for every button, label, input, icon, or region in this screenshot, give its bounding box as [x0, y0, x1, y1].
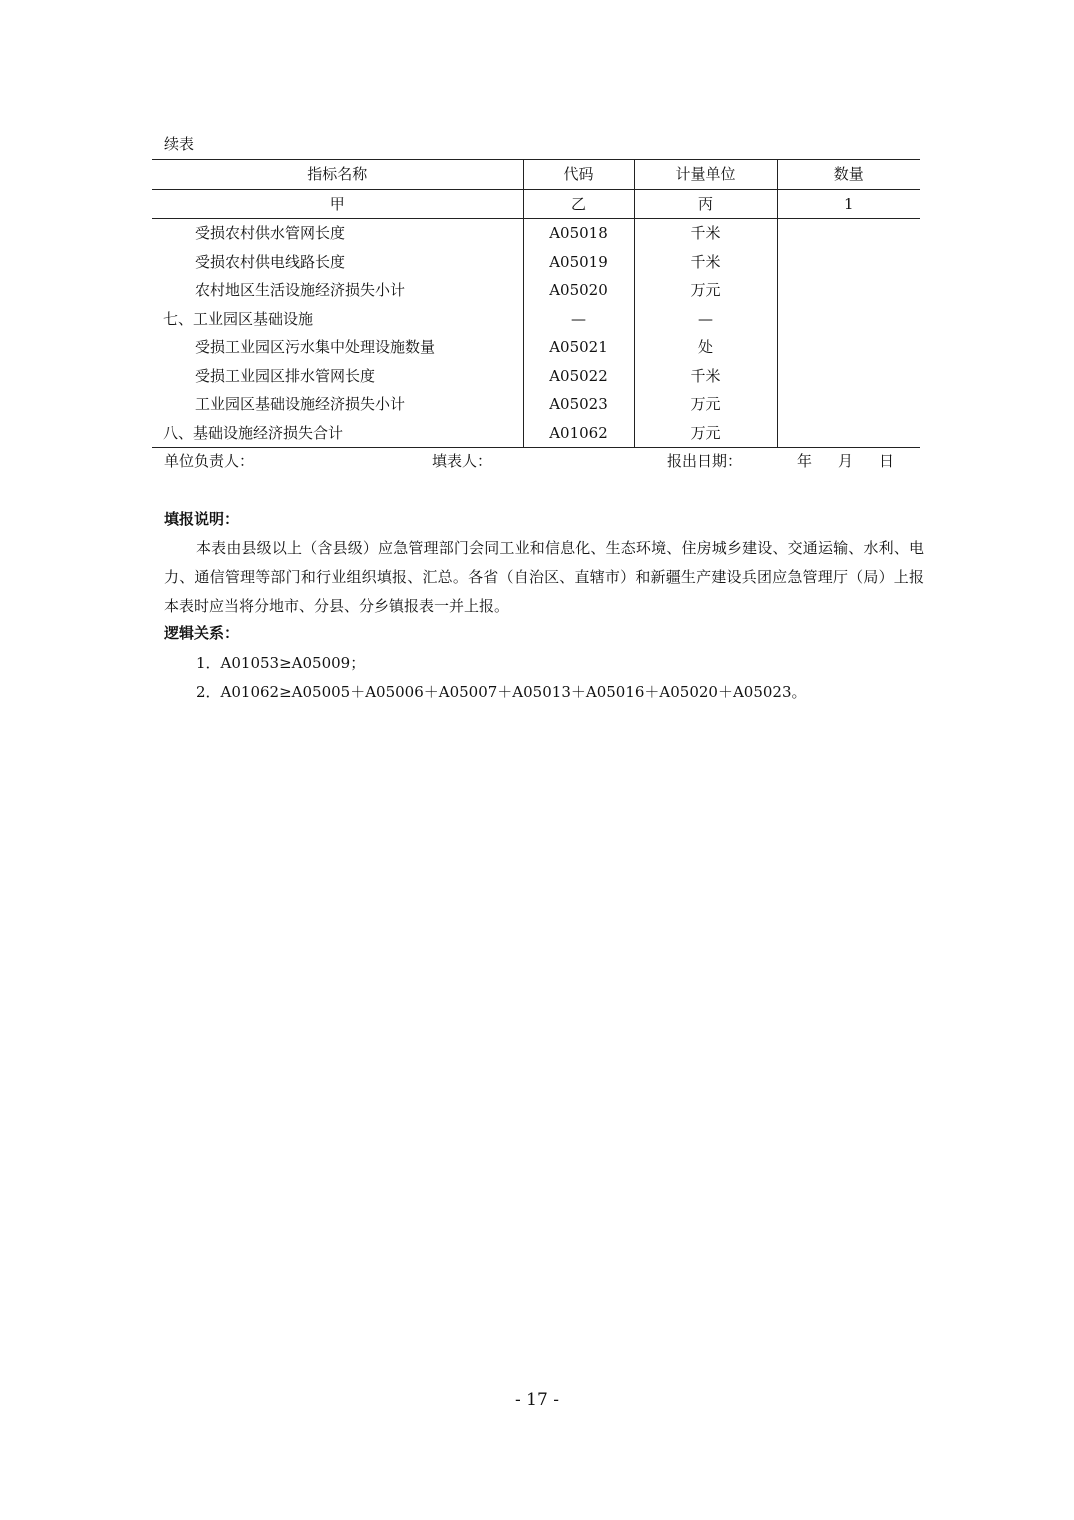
row-name: 农村地区生活设施经济损失小计 — [152, 276, 523, 305]
header-quantity: 数量 — [777, 160, 920, 190]
subheader-name: 甲 — [152, 189, 523, 219]
row-quantity-cell[interactable] — [777, 219, 920, 248]
row-unit: 万元 — [634, 419, 777, 448]
table-row — [152, 219, 920, 248]
subheader-quantity: 1 — [777, 189, 920, 219]
subheader-unit: 丙 — [634, 189, 777, 219]
row-quantity-cell[interactable] — [777, 362, 920, 391]
row-quantity-cell[interactable] — [777, 390, 920, 419]
row-code: A05021 — [523, 333, 634, 362]
table-header-row — [152, 160, 920, 190]
row-code: A05022 — [523, 362, 634, 391]
day-label: 日 — [879, 452, 895, 470]
table-row — [152, 390, 920, 419]
row-unit: — — [634, 305, 777, 334]
row-name: 受损农村供电线路长度 — [152, 248, 523, 277]
fill-instructions-text: 本表由县级以上（含县级）应急管理部门会同工业和信息化、生态环境、住房城乡建设、交通运输、水利、电力、通信管理等部门和行业组织填报、汇总。各省（自治区、直辖市）和新疆生产建设兵团应急管理厅（局）上报本表时应当将分地市、分县、分乡镇报表一并上报。 — [164, 539, 924, 615]
row-section-name: 七、工业园区基础设施 — [152, 305, 523, 334]
statistics-table — [152, 159, 920, 448]
table-row — [152, 305, 920, 334]
row-code: A01062 — [523, 419, 634, 448]
subheader-code: 乙 — [523, 189, 634, 219]
row-quantity-cell[interactable] — [777, 333, 920, 362]
fill-instructions-heading: 填报说明： — [164, 510, 240, 528]
report-date-label: 报出日期： — [667, 452, 743, 470]
row-code: A05018 — [523, 219, 634, 248]
logic-rule: 1．A01053≥A05009； — [196, 654, 366, 672]
table-row — [152, 248, 920, 277]
row-quantity-cell[interactable] — [777, 276, 920, 305]
notes-section — [164, 507, 924, 707]
table-row — [152, 362, 920, 391]
row-name: 受损工业园区排水管网长度 — [152, 362, 523, 391]
row-unit: 千米 — [634, 362, 777, 391]
row-name: 工业园区基础设施经济损失小计 — [152, 390, 523, 419]
row-name: 受损工业园区污水集中处理设施数量 — [152, 333, 523, 362]
header-code: 代码 — [523, 160, 634, 190]
form-filler-label: 填表人： — [432, 452, 493, 470]
page-number: - 17 - — [515, 1390, 559, 1410]
year-label: 年 — [797, 452, 813, 470]
row-code: A05019 — [523, 248, 634, 277]
table-subheader-row — [152, 189, 920, 219]
row-code: A05020 — [523, 276, 634, 305]
row-section-name: 八、基础设施经济损失合计 — [152, 419, 523, 448]
row-code: A05023 — [523, 390, 634, 419]
row-quantity-cell[interactable] — [777, 305, 920, 334]
row-code: — — [523, 305, 634, 334]
row-unit: 处 — [634, 333, 777, 362]
row-unit: 万元 — [634, 276, 777, 305]
row-unit: 千米 — [634, 248, 777, 277]
table-row — [152, 333, 920, 362]
header-unit: 计量单位 — [634, 160, 777, 190]
responsible-person-label: 单位负责人： — [164, 452, 255, 470]
continued-label: 续表 — [164, 135, 195, 153]
row-quantity-cell[interactable] — [777, 248, 920, 277]
month-label: 月 — [838, 452, 854, 470]
row-unit: 千米 — [634, 219, 777, 248]
row-quantity-cell[interactable] — [777, 419, 920, 448]
table-row — [152, 419, 920, 448]
table-row — [152, 276, 920, 305]
logic-rule: 2．A01062≥A05005＋A05006＋A05007＋A05013＋A05016＋A05020＋A05023。 — [196, 683, 807, 701]
row-unit: 万元 — [634, 390, 777, 419]
row-name: 受损农村供水管网长度 — [152, 219, 523, 248]
header-indicator-name: 指标名称 — [152, 160, 523, 190]
logic-relations-heading: 逻辑关系： — [164, 624, 240, 642]
signature-row — [0, 450, 1074, 472]
